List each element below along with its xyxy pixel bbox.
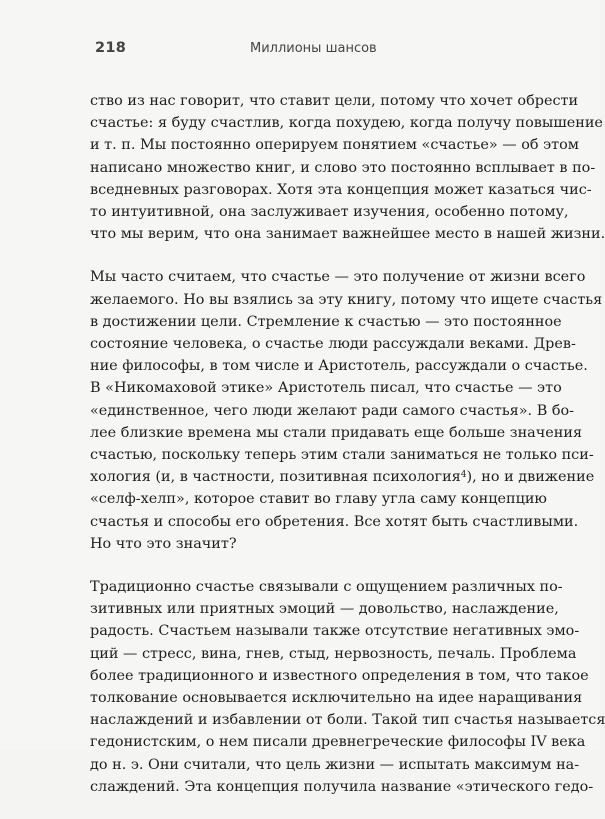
text-line: ство из нас говорит, что ставит цели, потому что хочет обрести [90, 93, 579, 109]
footnote-ref: 4 [460, 470, 467, 481]
text-line: то интуитивной, она заслуживает изучения, особенно потому, [90, 204, 569, 221]
page-number: 218 [95, 40, 127, 56]
text-line: лее близкие времена мы стали придавать еще больше значения [90, 424, 583, 441]
paragraph-1 [90, 90, 605, 245]
text-line: Мы часто считаем, что счастье — это получение от жизни всего [90, 269, 586, 286]
text-line: «селф-хелп», которое ставит во главу угла саму концепцию [90, 491, 547, 508]
text-line: наслаждений и избавлении от боли. Такой тип счастья называется [90, 712, 605, 729]
text-line: до н. э. Они считали, что цель жизни — испытать максимум на- [90, 756, 580, 773]
text-line: ций — стресс, вина, гнев, стыд, нервозность, печаль. Проблема [90, 645, 577, 662]
body-text [90, 90, 605, 819]
text-line: Традиционно счастье связывали с ощущением различных по- [90, 579, 563, 596]
text-line-with-footnote [90, 466, 595, 488]
text-line: «единственное, чего люди желают ради самого счастья». В бо- [90, 402, 575, 419]
text-line: состояние человека, о счастье люди рассуждали веками. Древ- [90, 336, 576, 353]
text-line: счастья и способы его обретения. Все хотят быть счастливыми. [90, 513, 579, 530]
running-title: Миллионы шансов [250, 41, 377, 56]
text-line: радость. Счастьем называли также отсутствие негативных эмо- [90, 623, 580, 640]
text-line: зитивных или приятных эмоций — довольство, наслаждение, [90, 601, 559, 618]
text-line: счастье: я буду счастлив, когда похудею, когда получу повышение [90, 115, 603, 132]
text-line: толкование основывается исключительно на идее наращивания [90, 690, 583, 707]
text-line: Но что это значит? [90, 535, 237, 552]
text-line: счастью, поскольку теперь этим стали заниматься не только пси- [90, 447, 594, 464]
text-line: что мы верим, что она занимает важнейшее место в нашей жизни. [90, 226, 605, 243]
text-line: ние философы, в том числе и Аристотель, рассуждали о счастье. [90, 358, 588, 375]
text-line: в достижении цели. Стремление к счастью — это постоянное [90, 313, 562, 330]
text-line: желаемого. Но вы взялись за эту книгу, потому что ищете счастья [90, 291, 603, 308]
text-segment: хология (и, в частности, позитивная психология [90, 469, 461, 486]
paragraph-3 [90, 576, 605, 798]
text-line: более традиционного и известного определения в том, что такое [90, 667, 589, 684]
text-segment: ), но и движение [466, 469, 595, 486]
text-line: В «Никомаховой этике» Аристотель писал, что счастье — это [90, 380, 562, 397]
text-line: гедонистским, о нем писали древнегреческие философы IV века [90, 734, 586, 751]
text-line: написано множество книг, и слово это постоянно всплывает в по- [90, 159, 596, 176]
text-line: вседневных разговорах. Хотя эта концепция может казаться чис- [90, 181, 592, 198]
text-line: и т. п. Мы постоянно оперируем понятием «счастье» — об этом [90, 137, 579, 154]
paragraph-2 [90, 266, 603, 555]
text-line: слаждений. Эта концепция получила название «этического гедо- [90, 778, 594, 795]
